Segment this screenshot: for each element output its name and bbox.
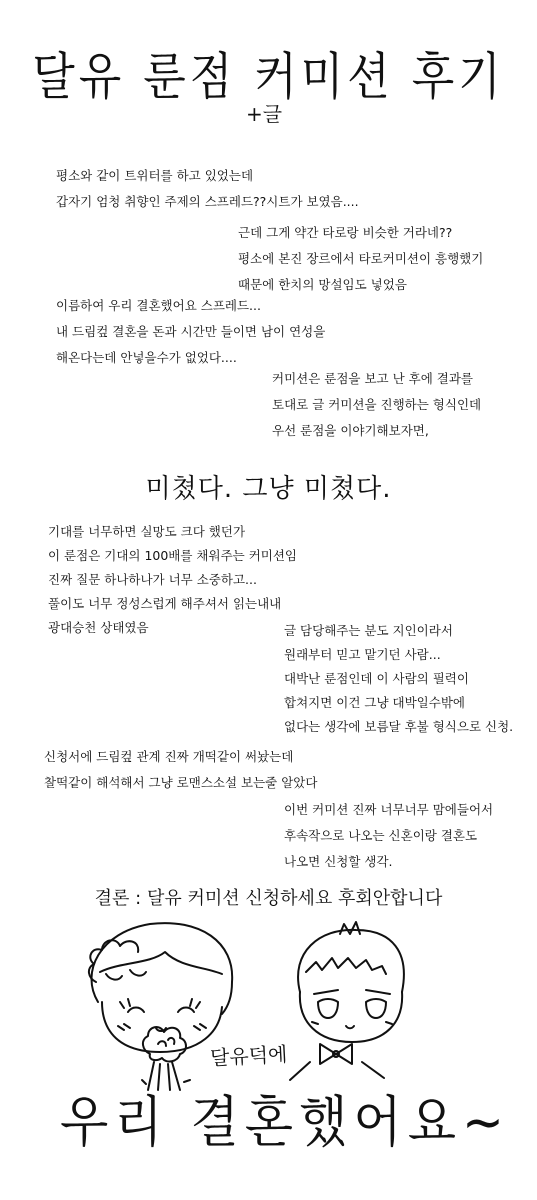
text-line: 평소에 본진 장르에서 타로커미션이 흥행했기 (238, 251, 484, 266)
text-line: 갑자기 엄청 취향인 주제의 스프레드??시트가 보였음.... (56, 194, 359, 209)
text-line: 내 드림컾 결혼을 돈과 시간만 들이면 남이 연성을 (56, 324, 326, 339)
headline: 미쳤다. 그냥 미쳤다. (145, 474, 392, 504)
conclusion: 결론 : 달유 커미션 신청하세요 후회안합니다 (94, 888, 443, 909)
text-line: 때문에 한치의 망설임도 넣었음 (238, 277, 407, 292)
paragraph-2 (238, 220, 483, 298)
paragraph-1 (56, 163, 359, 215)
text-line: 후속작으로 나오는 신혼이랑 결혼도 (284, 828, 478, 843)
text-line: 기대를 너무하면 실망도 크다 했던가 (48, 524, 246, 539)
text-line: 진짜 질문 하나하나가 너무 소중하고... (48, 572, 257, 587)
text-line: 합쳐지면 이건 그냥 대박일수밖에 (284, 695, 465, 710)
text-line: 커미션은 룬점을 보고 난 후에 결과를 (272, 371, 473, 386)
text-line: 신청서에 드림컾 관계 진짜 개떡같이 써놨는데 (44, 749, 294, 764)
text-line: 근데 그게 약간 타로랑 비슷한 거라네?? (238, 225, 453, 240)
text-line: 원래부터 믿고 맡기던 사람... (284, 647, 441, 662)
text-line: 글 담당해주는 분도 지인이라서 (284, 623, 453, 638)
handwritten-caption-big: 우리 결혼했어요~ (60, 1090, 510, 1155)
paragraph-5 (48, 520, 297, 640)
page-title: 달유 룬점 커미션 후기 (32, 47, 505, 107)
handwritten-caption-small: 달유덕에 (209, 1041, 288, 1071)
text-line: 토대로 글 커미션을 진행하는 형식인데 (272, 397, 482, 412)
text-line: 찰떡같이 해석해서 그냥 로맨스소설 보는줄 알았다 (44, 775, 318, 790)
text-line: 이 룬점은 기대의 100배를 채워주는 커미션임 (48, 548, 298, 563)
paragraph-3 (56, 293, 325, 371)
text-line: 나오면 신청할 생각. (284, 854, 393, 869)
paragraph-4 (272, 366, 481, 444)
text-line: 대박난 룬점인데 이 사람의 필력이 (284, 671, 469, 686)
text-line: 이번 커미션 진짜 너무너무 맘에들어서 (284, 802, 494, 817)
text-line: 없다는 생각에 보름달 후불 형식으로 신청. (284, 719, 514, 734)
text-line: 풀이도 너무 정성스럽게 해주셔서 읽는내내 (48, 596, 282, 611)
text-line: 평소와 같이 트위터를 하고 있었는데 (56, 168, 254, 183)
paragraph-8 (284, 797, 493, 875)
text-line: 이름하여 우리 결혼했어요 스프레드... (56, 298, 261, 313)
paragraph-7 (44, 744, 317, 796)
text-line: 해온다는데 안넣을수가 없었다.... (56, 350, 237, 365)
page-subtitle: +글 (246, 102, 283, 126)
paragraph-6 (284, 619, 513, 739)
text-line: 광대승천 상태였음 (48, 620, 149, 635)
text-line: 우선 룬점을 이야기해보자면, (272, 423, 429, 438)
